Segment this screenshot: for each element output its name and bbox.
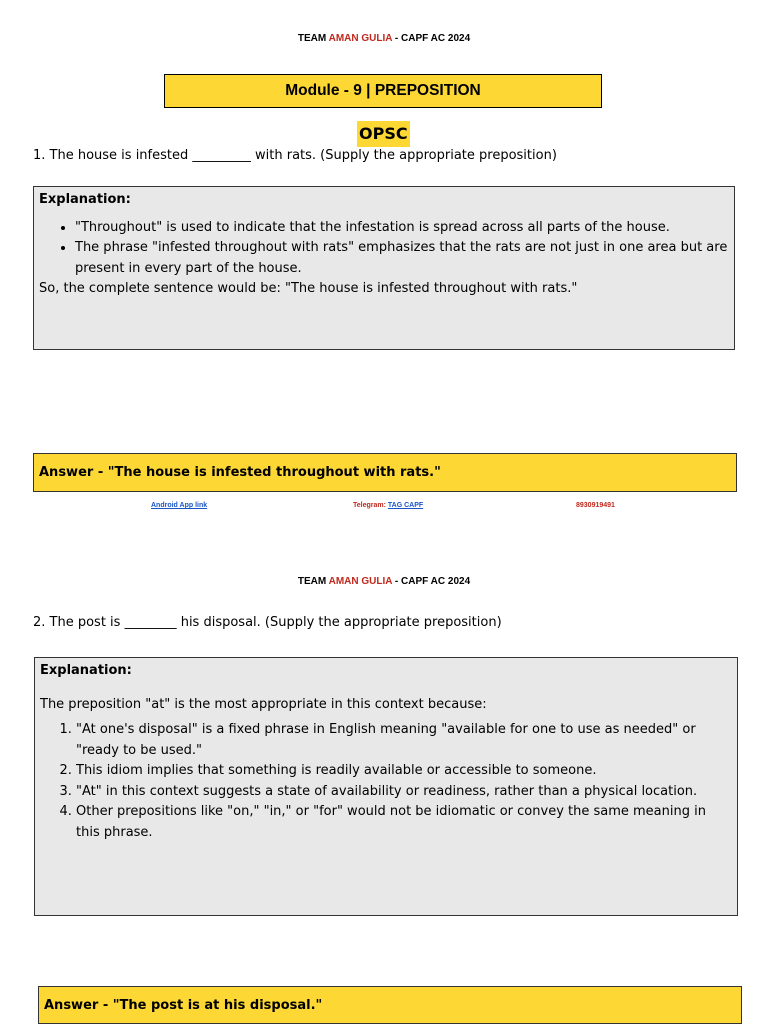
telegram-label: Telegram: <box>353 502 386 509</box>
point-item: 1. "At one's disposal" is a fixed phrase in English meaning "available for one to use as needed" or "ready to be used." <box>76 720 732 761</box>
team-suffix: - CAPF AC 2024 <box>394 576 471 587</box>
team-prefix: TEAM <box>297 33 327 44</box>
team-name: AMAN GULIA <box>328 576 393 587</box>
telegram-link[interactable]: TAG CAPF <box>387 502 424 509</box>
team-name: AMAN GULIA <box>328 33 393 44</box>
team-header <box>0 576 768 587</box>
phone-number: 8930919491 <box>576 502 615 509</box>
point-item: 4. Other prepositions like "on," "in," or "for" would not be idiomatic or convey the same meaning in this phrase. <box>76 802 732 843</box>
point-item: 2. This idiom implies that something is readily available or accessible to someone. <box>76 761 732 782</box>
explanation-bullets <box>39 218 729 280</box>
point-item: 3. "At" in this context suggests a state of availability or readiness, rather than a physical location. <box>76 782 732 803</box>
explanation-box-1 <box>33 186 735 350</box>
bullet-item: • The phrase "infested throughout with rats" emphasizes that the rats are not just in one area but are present in every part of the house. <box>75 238 729 279</box>
team-header <box>0 33 768 44</box>
question-2: 2. The post is ________ his disposal. (Supply the appropriate preposition) <box>33 615 502 630</box>
explanation-title: Explanation: <box>40 663 132 678</box>
android-app-link[interactable]: Android App link <box>151 502 208 509</box>
explanation-box-2 <box>34 657 738 916</box>
question-1: 1. The house is infested _________ with rats. (Supply the appropriate preposition) <box>33 148 557 163</box>
explanation-intro: The preposition "at" is the most appropriate in this context because: <box>40 696 487 712</box>
telegram-info <box>353 502 423 509</box>
team-prefix: TEAM <box>297 576 327 587</box>
source-tag: OPSC <box>357 121 410 147</box>
answer-box-1: Answer - "The house is infested throughout with rats." <box>33 453 737 492</box>
module-title: Module - 9 | PREPOSITION <box>164 74 602 108</box>
explanation-title: Explanation: <box>39 192 131 207</box>
bullet-item: • "Throughout" is used to indicate that the infestation is spread across all parts of the house. <box>75 218 729 239</box>
explanation-conclusion: So, the complete sentence would be: "The house is infested throughout with rats." <box>39 281 578 296</box>
explanation-points <box>40 720 732 843</box>
team-suffix: - CAPF AC 2024 <box>394 33 471 44</box>
answer-box-2: Answer - "The post is at his disposal." <box>38 986 742 1024</box>
